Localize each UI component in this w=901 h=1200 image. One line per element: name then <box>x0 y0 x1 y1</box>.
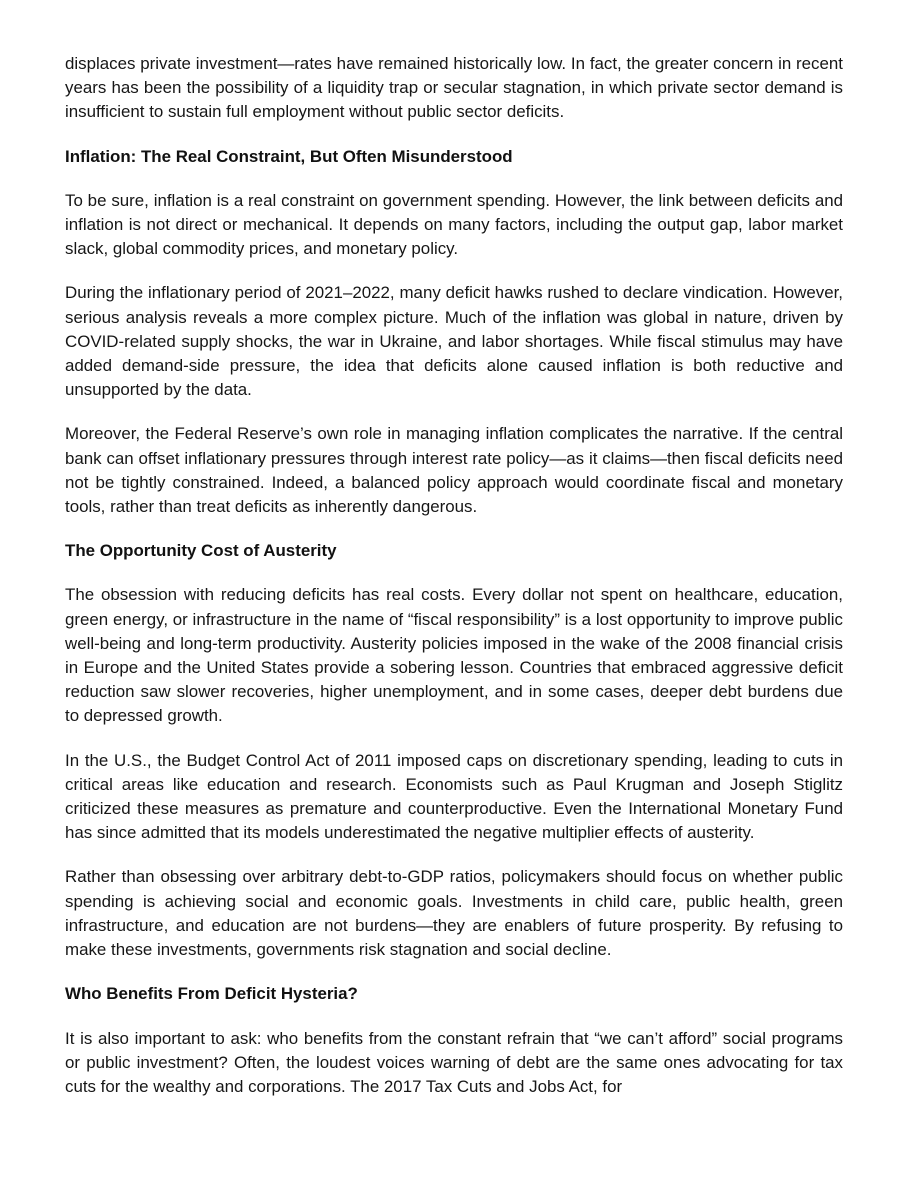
document-page <box>65 52 843 1119</box>
paragraph-debt-to-gdp: Rather than obsessing over arbitrary debt-to-GDP ratios, policymakers should focus on whether public spending is achieving social and economic goals. Investments in child care, public health, green infrastructure, and education are not burdens—they are enablers of future prosperity. By refusing to make these investments, governments risk stagnation and social decline. <box>65 867 843 960</box>
paragraph-budget-control-act: In the U.S., the Budget Control Act of 2011 imposed caps on discretionary spending, leading to cuts in critical areas like education and research. Economists such as Paul Krugman and Joseph Stiglitz criticized these measures as premature and counterproductive. Even the International Monetary Fund has since admitted that its models underestimated the negative multiplier effects of austerity. <box>65 750 843 843</box>
paragraph-austerity-costs: The obsession with reducing deficits has real costs. Every dollar not spent on healthcare, education, green energy, or infrastructure in the name of “fiscal responsibility” is a lost opportunity to improve public well-being and long-term productivity. Austerity policies imposed in the wake of the 2008 financial crisis in Europe and the United States provide a sobering lesson. Countries that embraced aggressive deficit reduction saw slower recoveries, higher unemployment, and in some cases, deeper debt burdens due to depressed growth. <box>65 585 843 726</box>
paragraph-inflationary-period: During the inflationary period of 2021–2022, many deficit hawks rushed to declare vindication. However, serious analysis reveals a more complex picture. Much of the inflation was global in nature, driven by COVID-related supply shocks, the war in Ukraine, and labor shortages. While fiscal stimulus may have added demand-side pressure, the idea that deficits alone caused inflation is both reductive and unsupported by the data. <box>65 283 843 400</box>
paragraph-liquidity-trap: displaces private investment—rates have remained historically low. In fact, the greater concern in recent years has been the possibility of a liquidity trap or secular stagnation, in which private sector demand is insufficient to sustain full employment without public sector deficits. <box>65 54 843 122</box>
section-heading-inflation: Inflation: The Real Constraint, But Often Misunderstood <box>65 146 513 166</box>
section-heading-who-benefits: Who Benefits From Deficit Hysteria? <box>65 984 358 1004</box>
paragraph-inflation-constraint: To be sure, inflation is a real constraint on government spending. However, the link between deficits and inflation is not direct or mechanical. It depends on many factors, including the output gap, labor market slack, global commodity prices, and monetary policy. <box>65 190 843 259</box>
paragraph-federal-reserve: Moreover, the Federal Reserve’s own role in managing inflation complicates the narrative. If the central bank can offset inflationary pressures through interest rate policy—as it claims—then fiscal deficits need not be tightly constrained. Indeed, a balanced policy approach would coordinate fiscal and monetary tools, rather than treat deficits as inherently dangerous. <box>65 424 843 517</box>
paragraph-who-benefits: It is also important to ask: who benefits from the constant refrain that “we can’t afford” social programs or public investment? Often, the loudest voices warning of debt are the same ones advocating for tax cuts for the wealthy and corporations. The 2017 Tax Cuts and Jobs Act, for <box>65 1028 843 1096</box>
section-heading-austerity: The Opportunity Cost of Austerity <box>65 541 337 561</box>
